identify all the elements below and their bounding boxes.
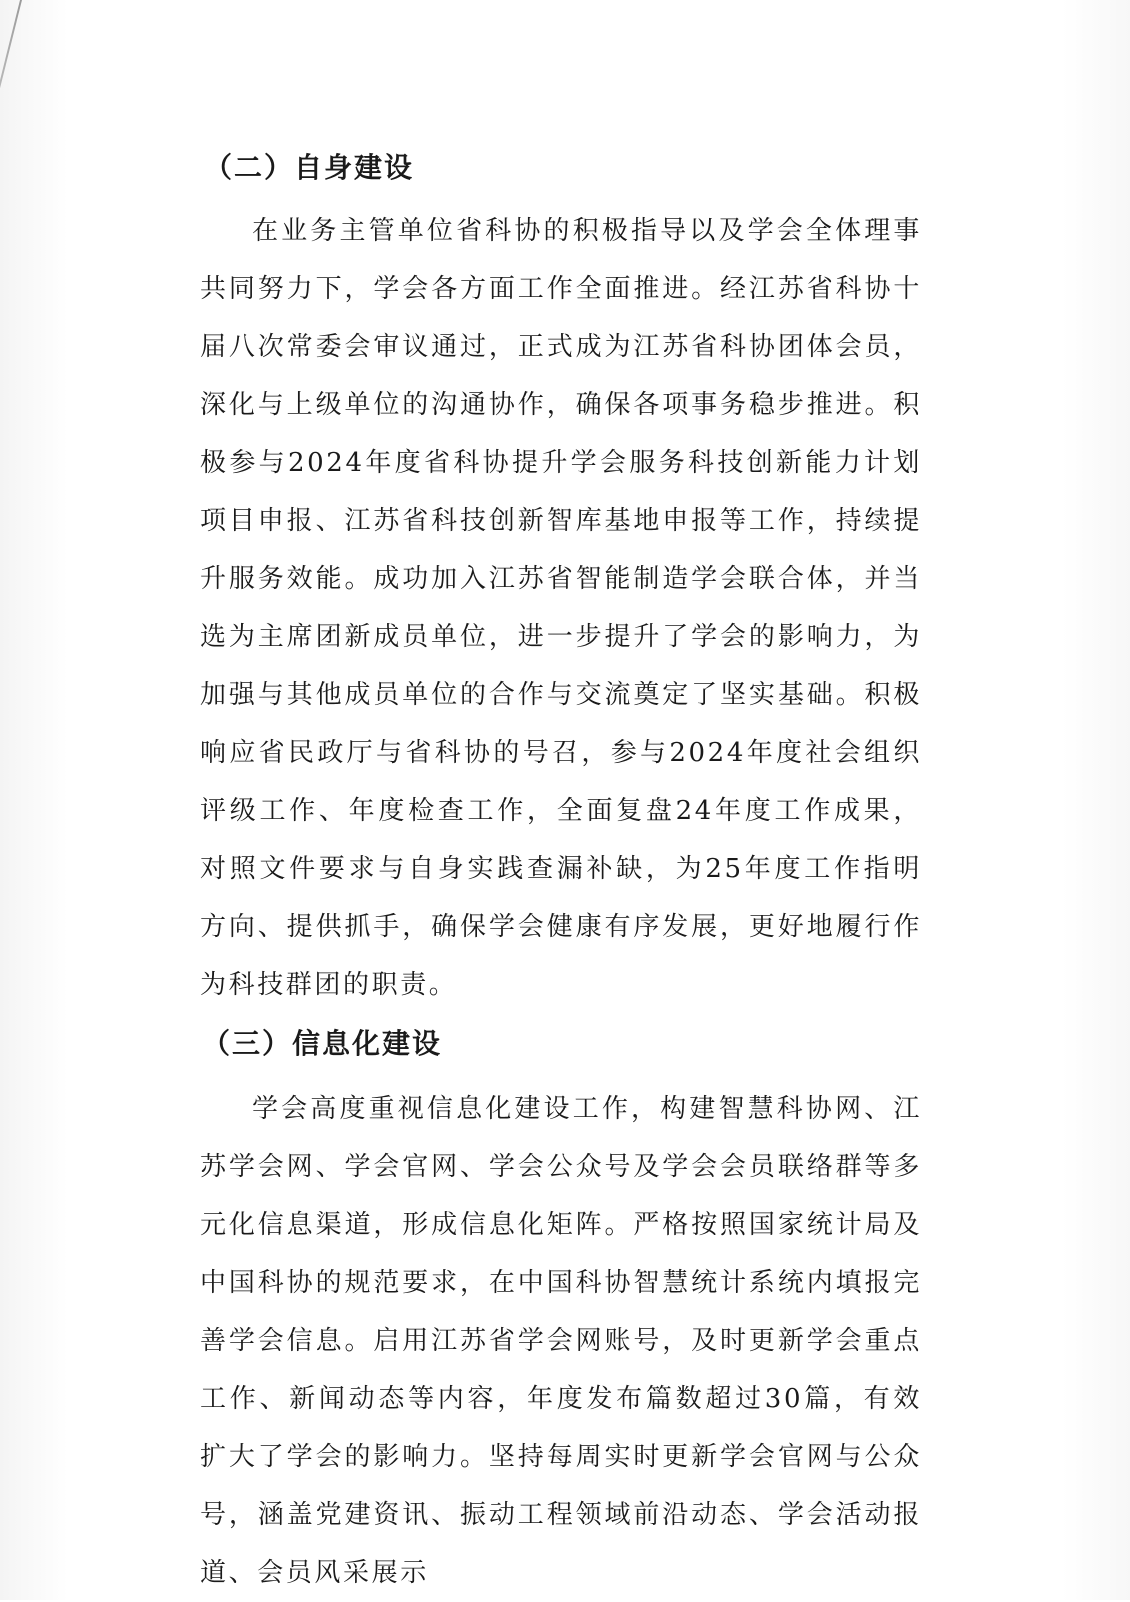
scan-edge-line: [0, 0, 22, 260]
section-heading-informatization: （三）信息化建设: [202, 1027, 443, 1060]
section-paragraph-informatization: 学会高度重视信息化建设工作，构建智慧科协网、江苏学会网、学会官网、学会公众号及学会会员联络群等多元化信息渠道，形成信息化矩阵。严格按照国家统计局及中国科协的规范要求，在中国科协智慧统计系统内填报完善学会信息。启用江苏省学会网账号，及时更新学会重点工作、新闻动态等内容，年度发布篇数超过30篇，有效扩大了学会的影响力。坚持每周实时更新学会官网与公众号，涵盖党建资讯、振动工程领域前沿动态、学会活动报道、会员风采展示: [200, 1094, 922, 1588]
section-heading-self-construction: （二）自身建设: [204, 151, 415, 184]
section-paragraph-self-construction: 在业务主管单位省科协的积极指导以及学会全体理事共同努力下，学会各方面工作全面推进。经江苏省科协十届八次常委会审议通过，正式成为江苏省科协团体会员，深化与上级单位的沟通协作，确保各项事务稳步推进。积极参与2024年度省科协提升学会服务科技创新能力计划项目申报、江苏省科技创新智库基地申报等工作，持续提升服务效能。成功加入江苏省智能制造学会联合体，并当选为主席团新成员单位，进一步提升了学会的影响力，为加强与其他成员单位的合作与交流奠定了坚实基础。积极响应省民政厅与省科协的号召，参与2024年度社会组织评级工作、年度检查工作，全面复盘24年度工作成果，对照文件要求与自身实践查漏补缺，为25年度工作指明方向、提供抓手，确保学会健康有序发展，更好地履行作为科技群团的职责。: [200, 216, 922, 1000]
document-body: [200, 140, 922, 1602]
